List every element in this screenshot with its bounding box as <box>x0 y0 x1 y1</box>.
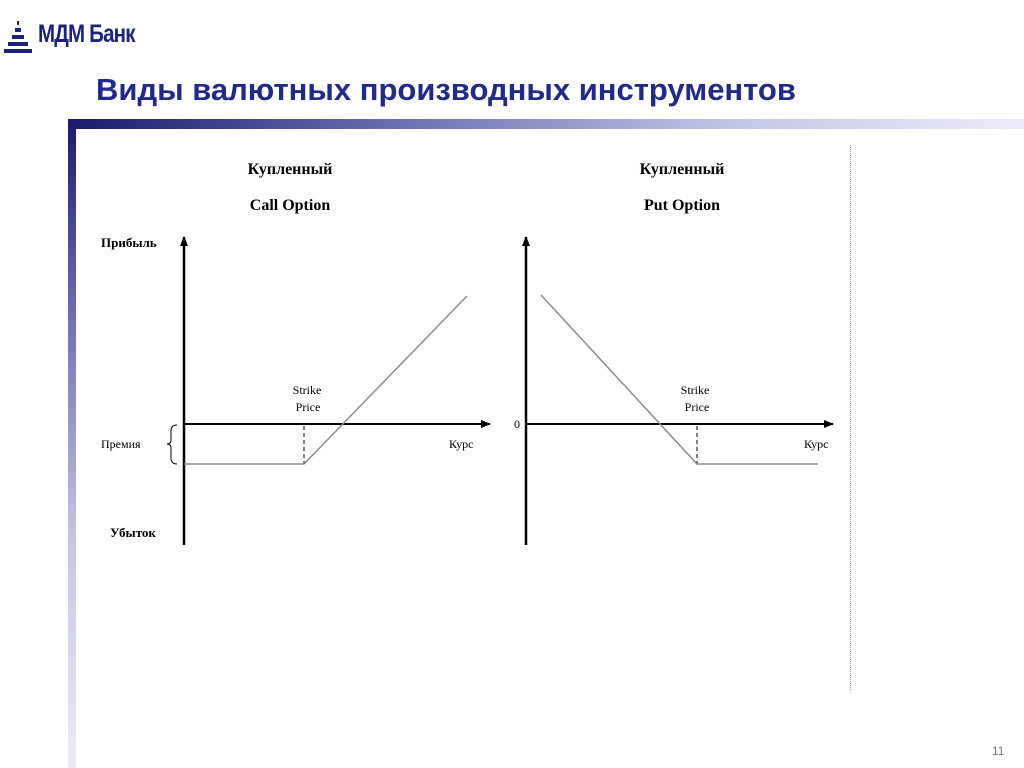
put-strike-label-line2: Price <box>684 400 710 414</box>
slide-title: Виды валютных производных инструментов <box>96 72 796 107</box>
page-number: 11 <box>992 744 1005 758</box>
put-title-line2: Put Option <box>643 197 721 214</box>
premium-brace <box>167 425 177 464</box>
put-zero-label: 0 <box>514 417 520 431</box>
call-option-panel <box>101 161 490 545</box>
call-profit-label: Прибыль <box>101 235 157 250</box>
call-title-line2: Call Option <box>249 197 331 214</box>
put-payoff-line <box>541 295 818 464</box>
call-loss-label: Убыток <box>110 525 156 540</box>
put-option-panel <box>514 161 833 545</box>
call-x-axis-label: Курс <box>449 437 474 451</box>
call-strike-label-line2: Price <box>295 400 321 414</box>
put-x-axis-label: Курс <box>804 437 829 451</box>
call-strike-label-line1: Strike <box>292 383 322 397</box>
put-title-line1: Купленный <box>639 161 725 178</box>
call-payoff-line <box>184 296 467 464</box>
bank-logo-text: МДМ Банк <box>38 20 135 48</box>
call-title-line1: Купленный <box>247 161 333 178</box>
call-premium-label: Премия <box>101 437 141 451</box>
put-strike-label-line1: Strike <box>680 383 710 397</box>
